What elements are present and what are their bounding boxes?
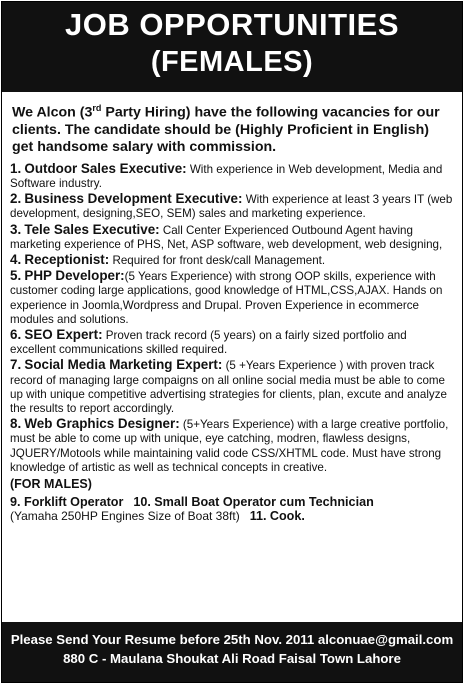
job-description: Call Center Experienced Outbound Agent having marketing experience of PHS, Net, ASP software, web development, web designing,: [10, 223, 443, 251]
job-title: PHP Developer:: [24, 268, 125, 284]
job-item-11-title: Cook.: [269, 509, 305, 524]
job-item-2: 2. Business Development Executive: With experience at least 3 years IT (web development, designing,SEO, SEM) sales and marketing experience.: [10, 191, 453, 221]
footer-line-2: 880 C - Maulana Shoukat Ali Road Faisal Town Lahore: [63, 651, 401, 666]
males-jobs-line: [10, 495, 454, 523]
job-description: Proven track record (5 years) on a fairly sized portfolio and excellent communications skilled required.: [10, 328, 407, 357]
footer-line-1: Please Send Your Resume before 25th Nov. 2011 alconuae@gmail.com: [10, 632, 454, 647]
footer-banner: [2, 622, 462, 682]
males-heading: (FOR MALES): [10, 477, 92, 491]
job-title: Receptionist:: [24, 251, 110, 267]
job-advertisement: [1, 1, 463, 683]
job-description: Required for front desk/call Management.: [109, 253, 326, 267]
job-title: SEO Expert:: [24, 326, 103, 342]
job-description: (5+Years Experience) with a large creative portfolio, must be able to come up with unique, eye catching, modren, flawless designs, JQUERY/Motools while maintaining valid code CSS/XHTML code. Must have strong knowledge of artistic as well as technical concepts in creative.: [10, 418, 449, 474]
job-item-10-num: 10.: [133, 495, 151, 510]
job-item-4: 4. Receptionist: Required for front desk/call Management.: [10, 251, 326, 267]
job-title: Business Development Executive:: [24, 191, 243, 207]
ad-title: JOB OPPORTUNITIES: [64, 7, 400, 42]
intro-paragraph: [12, 100, 452, 156]
job-item-6: 6. SEO Expert: Proven track record (5 years) on a fairly sized portfolio and excellent communications skilled required.: [10, 326, 407, 357]
job-item-11-num: 11.: [249, 509, 267, 524]
intro-text-2: Party Hiring) have the following vacancies for our clients. The candidate should be (Highly Proficient in English) get handsome salary with commission.: [12, 104, 440, 155]
job-description: With experience in Web development, Media and Software industry.: [10, 162, 443, 190]
job-item-3: 3. Tele Sales Executive: Call Center Experienced Outbound Agent having marketing experience of PHS, Net, ASP software, web development, web designing,: [10, 221, 443, 251]
ad-subtitle: (FEMALES): [150, 46, 314, 78]
job-item-1: 1. Outdoor Sales Executive: With experience in Web development, Media and Software industry.: [10, 160, 443, 190]
header-banner: [2, 2, 462, 92]
job-description: With experience at least 3 years IT (web development, designing,SEO, SEM) sales and marketing experience.: [10, 193, 453, 221]
intro-superscript: rd: [92, 103, 102, 113]
job-item-10-title: Small Boat Operator cum Technician: [154, 495, 374, 510]
job-item-7: 7. Social Media Marketing Expert: (5 +Years Experience ) with proven track record of managing large compaigns on all online social media must be able to come up with unique competitive advertising strategies for clients, plan, excute and analyze the results to report accordingly.: [10, 357, 447, 415]
job-title: Web Graphics Designer:: [24, 416, 180, 432]
job-item-8: 8. Web Graphics Designer: (5+Years Experience) with a large creative portfolio, must be able to come up with unique, eye catching, modren, flawless designs, JQUERY/Motools while maintaining valid code CSS/XHTML code. Must have strong knowledge of artistic as well as technical concepts in creative.: [10, 416, 449, 474]
job-title: Social Media Marketing Expert:: [24, 357, 223, 373]
boat-note: (Yamaha 250HP Engines Size of Boat 38ft): [10, 509, 240, 524]
job-description: (5 Years Experience) with strong OOP skills, experience with customer coding large applications, good knowledge of HTML,CSS,AJAX. Hands on experience in Joomla,Wordpress and Drupal. Proven Experience in ecommerce modules and solutions.: [10, 270, 443, 326]
job-title: Outdoor Sales Executive:: [24, 160, 187, 176]
job-item-5: 5. PHP Developer:(5 Years Experience) with strong OOP skills, experience with customer coding large applications, good knowledge of HTML,CSS,AJAX. Hands on experience in Joomla,Wordpress and Drupal. Proven Experience in ecommerce modules and solutions.: [10, 268, 443, 326]
job-title: Tele Sales Executive:: [24, 221, 160, 237]
job-list: [10, 162, 454, 524]
intro-text-1: We Alcon (3: [12, 104, 93, 121]
job-description: (5 +Years Experience ) with proven track record of managing large compaigns on all online social media must be able to come up with unique competitive advertising strategies for clients, plan, excute and analyze the results to report accordingly.: [10, 359, 447, 415]
job-item-9: 9. Forklift Operator: [10, 495, 124, 510]
